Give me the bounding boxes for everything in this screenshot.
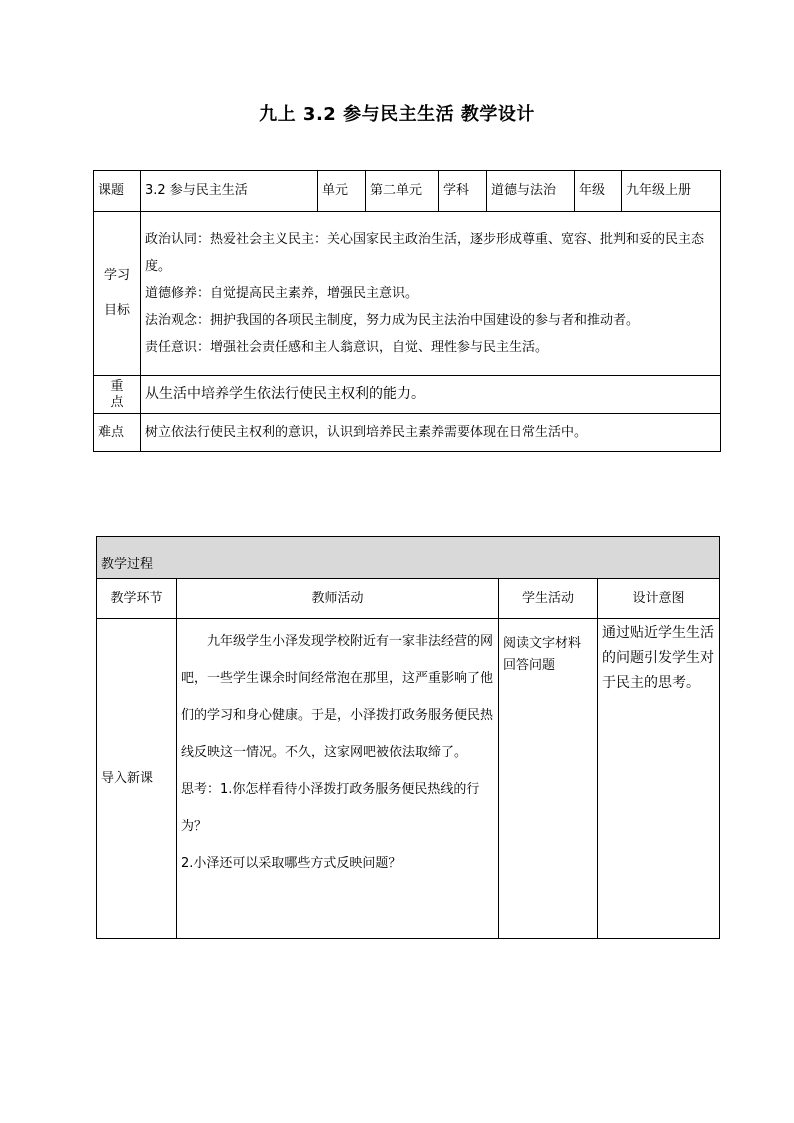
difficulty-text: 树立依法行使民主权利的意识，认识到培养民主素养需要体现在日常生活中。 — [141, 414, 721, 452]
lesson-value: 3.2 参与民主生活 — [141, 171, 318, 212]
subject-label: 学科 — [439, 171, 487, 212]
student-activity-cell: 阅读文字材料回答问题 — [499, 619, 598, 939]
key-point-label: 重 点 — [94, 376, 141, 414]
teacher-question-2: 2.小泽还可以采取哪些方式反映问题？ — [181, 856, 402, 871]
goal-moral: 道德修养：自觉提高民主素养，增强民主意识。 — [145, 286, 419, 301]
subject-value: 道德与法治 — [487, 171, 575, 212]
process-header-row — [97, 537, 720, 579]
teacher-activity-cell — [177, 619, 499, 939]
process-header: 教学过程 — [97, 537, 720, 579]
goals-label: 学习 目标 — [94, 212, 141, 376]
lesson-info-row — [94, 171, 721, 212]
goals-cell — [141, 212, 721, 376]
unit-value: 第二单元 — [366, 171, 439, 212]
grade-value: 九年级上册 — [622, 171, 721, 212]
design-intent-cell: 通过贴近学生生活的问题引发学生对于民主的思考。 — [598, 619, 720, 939]
goal-law: 法治观念：拥护我国的各项民主制度，努力成为民主法治中国建设的参与者和推动者。 — [145, 313, 640, 328]
column-stage: 教学环节 — [97, 579, 177, 619]
goal-responsibility: 责任意识：增强社会责任感和主人翁意识，自觉、理性参与民主生活。 — [145, 340, 549, 355]
column-student: 学生活动 — [499, 579, 598, 619]
stage-cell: 导入新课 — [97, 619, 177, 939]
difficulty-label: 难点 — [94, 414, 141, 452]
lesson-label: 课题 — [94, 171, 141, 212]
teaching-process-table — [96, 536, 720, 939]
column-teacher: 教师活动 — [177, 579, 499, 619]
goal-political: 政治认同：热爱社会主义民主：关心国家民主政治生活，逐步形成尊重、宽容、批判和妥的民主态度。 — [145, 232, 705, 274]
column-header-row — [97, 579, 720, 619]
key-point-row — [94, 376, 721, 414]
grade-label: 年级 — [575, 171, 622, 212]
goals-row — [94, 212, 721, 376]
lesson-info-table — [93, 170, 721, 452]
teacher-question-1: 思考：1.你怎样看待小泽拨打政务服务便民热线的行为？ — [181, 782, 480, 834]
teacher-story: 九年级学生小泽发现学校附近有一家非法经营的网吧，一些学生课余时间经常泡在那里，这严重影响了他们的学习和身心健康。于是，小泽拨打政务服务便民热线反映这一情况。不久，这家网吧被依法取缔了。 — [181, 634, 494, 760]
difficulty-row — [94, 414, 721, 452]
process-row-intro — [97, 619, 720, 939]
key-point-text: 从生活中培养学生依法行使民主权利的能力。 — [141, 376, 721, 414]
column-intent: 设计意图 — [598, 579, 720, 619]
unit-label: 单元 — [318, 171, 366, 212]
document-title: 九上 3.2 参与民主生活 教学设计 — [259, 104, 535, 125]
